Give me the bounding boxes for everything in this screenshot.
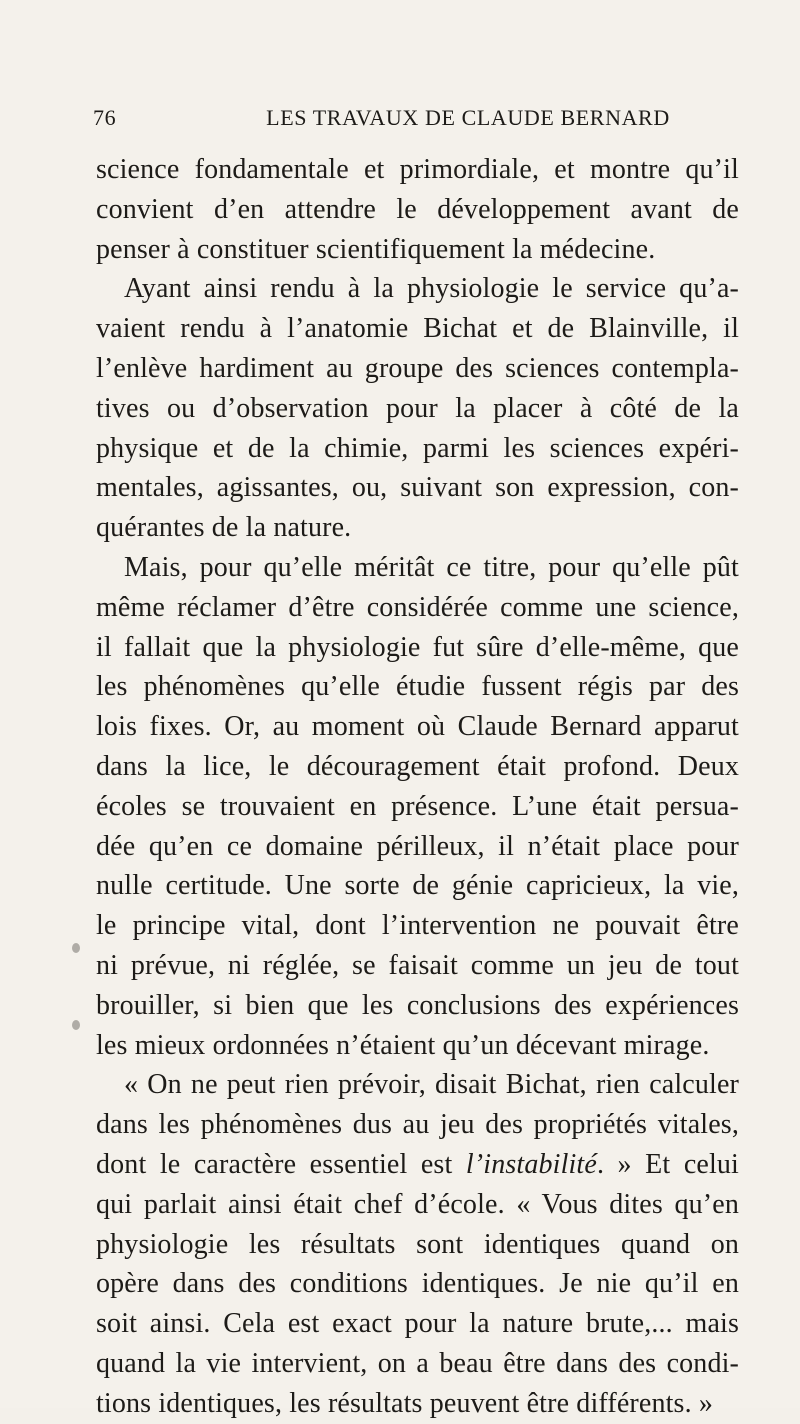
text-line: vaient rendu à l’anatomie Bichat et de Blainville, il	[96, 313, 739, 345]
text-line: quand la vie intervient, on a beau être dans des condi-	[96, 1347, 739, 1379]
paragraph-first-line: Ayant ainsi rendu à la physiologie le service qu’a-	[124, 273, 739, 305]
running-title: LES TRAVAUX DE CLAUDE BERNARD	[266, 105, 670, 130]
text-line: soit ainsi. Cela est exact pour la nature brute,... mais	[96, 1308, 739, 1340]
text-line: convient d’en attendre le développement avant de	[96, 193, 739, 225]
body-text	[96, 150, 739, 1424]
running-head	[93, 103, 736, 133]
text-line: nulle certitude. Une sorte de génie capricieux, la vie,	[96, 870, 739, 902]
text-line: même réclamer d’être considérée comme une science,	[96, 591, 739, 623]
text-line: dans les phénomènes dus au jeu des propriétés vitales,	[96, 1109, 739, 1141]
text-line: ni prévue, ni réglée, se faisait comme un jeu de tout	[96, 949, 739, 981]
text-line: brouiller, si bien que les conclusions des expériences	[96, 989, 739, 1021]
text-line: qui parlait ainsi était chef d’école. « Vous dites qu’en	[96, 1188, 739, 1220]
text-line: physiologie les résultats sont identiques quand on	[96, 1228, 739, 1260]
text-line: lois fixes. Or, au moment où Claude Bernard apparut	[96, 711, 739, 743]
text-line: les phénomènes qu’elle étudie fussent régis par des	[96, 671, 739, 703]
paragraph-end-line: tions identiques, les résultats peuvent être différents. »	[96, 1387, 714, 1419]
text-line: dans la lice, le découragement était profond. Deux	[96, 750, 739, 782]
text-line: le principe vital, dont l’intervention ne pouvait être	[96, 910, 739, 942]
text-line: il fallait que la physiologie fut sûre d’elle-même, que	[96, 631, 739, 663]
text-line: science fondamentale et primordiale, et montre qu’il	[96, 154, 739, 185]
text-line: tives ou d’observation pour la placer à côté de la	[96, 392, 739, 424]
text-fragment: dont le caractère essentiel est	[96, 1148, 466, 1180]
text-line: physique et de la chimie, parmi les sciences expéri-	[96, 432, 739, 464]
quote-first-line: « On ne peut rien prévoir, disait Bichat, rien calculer	[124, 1069, 739, 1101]
paragraph-end-line: penser à constituer scientifiquement la médecine.	[96, 233, 656, 265]
text-line: mentales, agissantes, ou, suivant son expression, con-	[96, 472, 739, 504]
text-line: écoles se trouvaient en présence. L’une était persua-	[96, 790, 739, 822]
text-fragment: . » Et celui	[596, 1148, 739, 1180]
text-line: opère dans des conditions identiques. Je nie qu’il en	[96, 1268, 739, 1300]
margin-ink-mark	[72, 943, 80, 953]
text-line-with-emphasis	[96, 1145, 739, 1185]
text-line: dée qu’en ce domaine périlleux, il n’était place pour	[96, 830, 739, 862]
paragraph-end-line: quérantes de la nature.	[96, 512, 352, 544]
margin-ink-mark	[72, 1020, 80, 1030]
text-line: l’enlève hardiment au groupe des sciences contempla-	[96, 352, 739, 384]
emphasized-word: l’instabilité	[465, 1148, 597, 1180]
paragraph-first-line: Mais, pour qu’elle méritât ce titre, pour qu’elle pût	[124, 551, 739, 583]
page-number: 76	[93, 105, 117, 130]
paragraph-end-line: les mieux ordonnées n’étaient qu’un décevant mirage.	[96, 1029, 710, 1061]
